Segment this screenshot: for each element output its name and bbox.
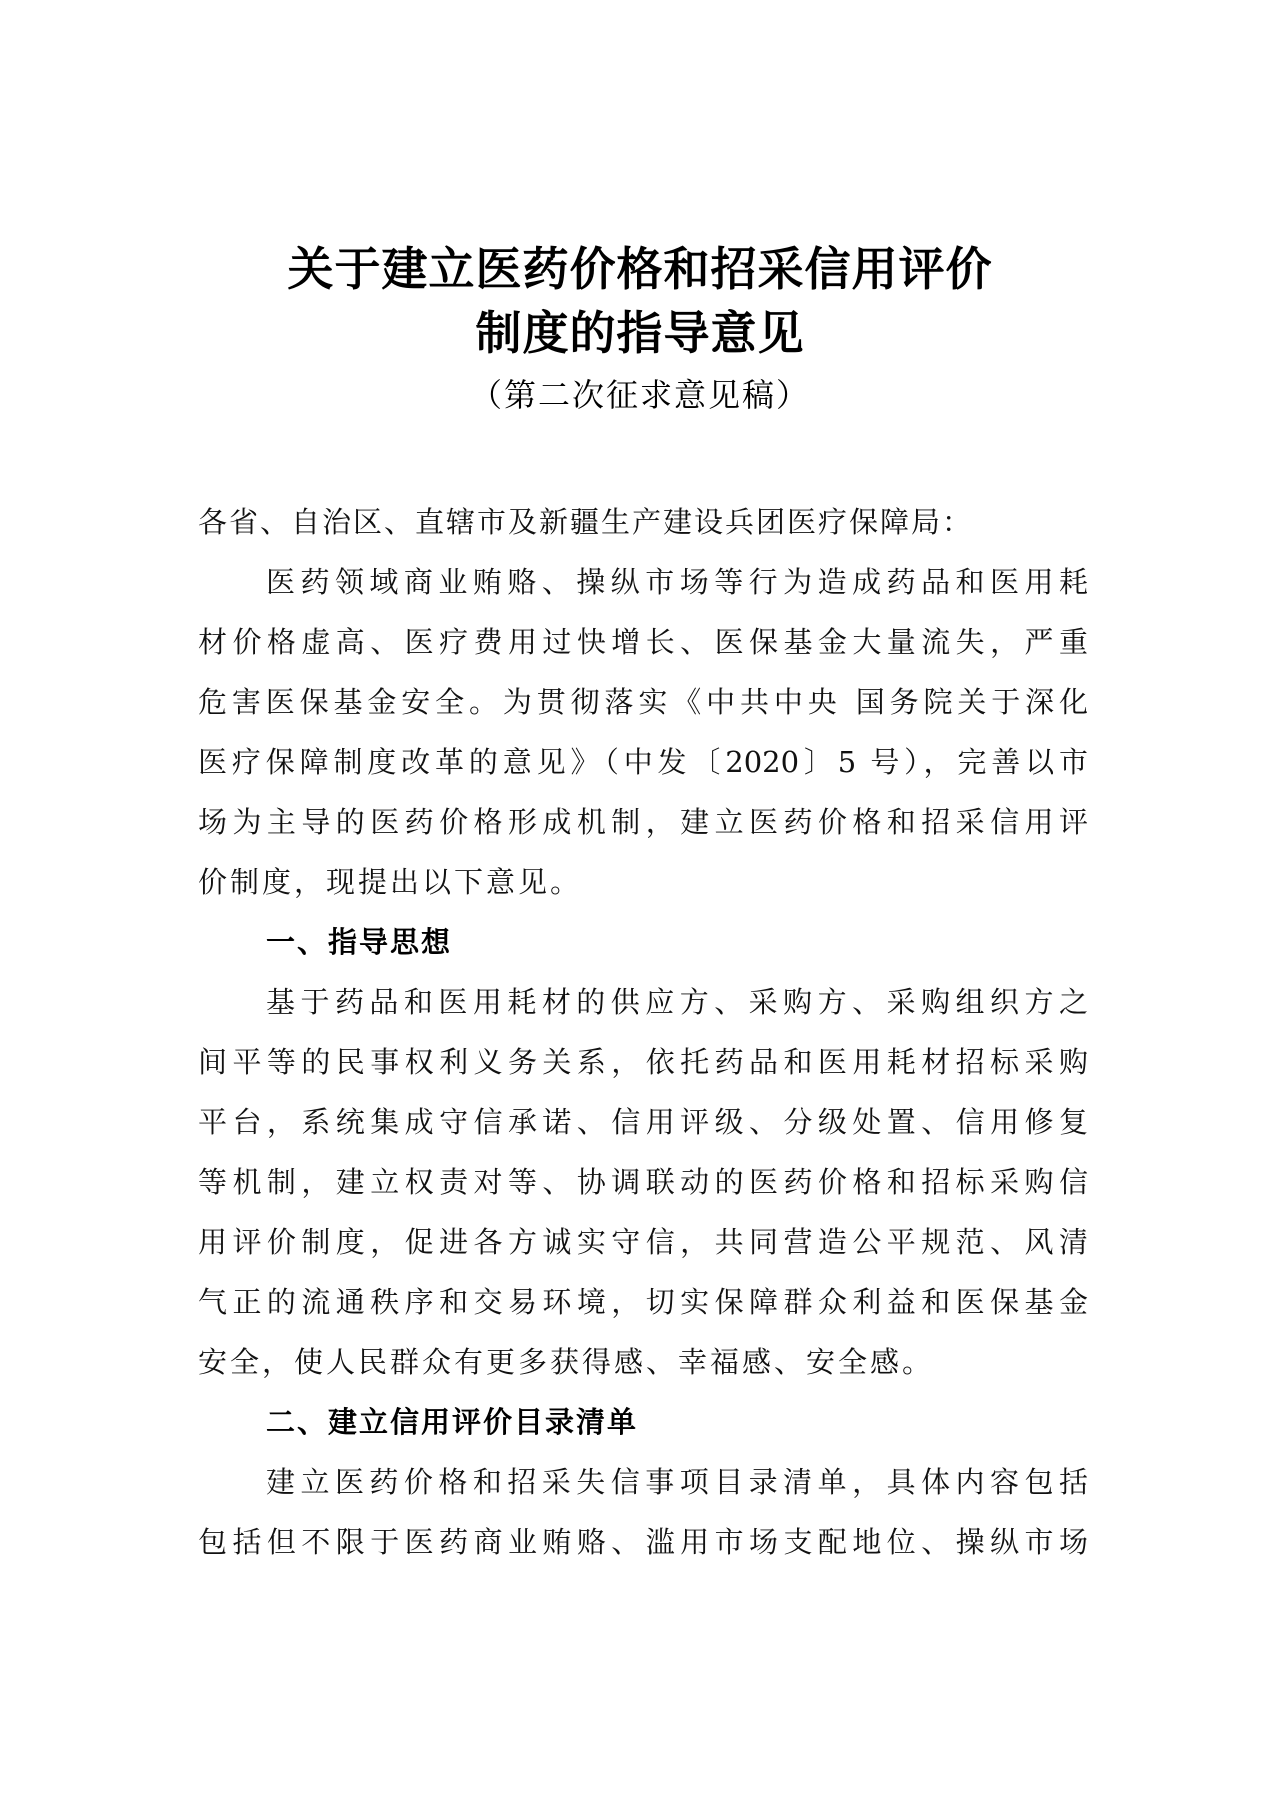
section1-paragraph-line: 平台，系统集成守信承诺、信用评级、分级处置、信用修复 — [198, 1105, 1088, 1139]
document-subtitle: （第二次征求意见稿） — [469, 376, 810, 414]
section1-paragraph-line: 间平等的民事权利义务关系，依托药品和医用耗材招标采购 — [198, 1045, 1088, 1079]
intro-paragraph-line: 医疗保障制度改革的意见》（中发〔2020〕5 号），完善以市 — [198, 745, 1088, 779]
section2-paragraph-line: 包括但不限于医药商业贿赂、滥用市场支配地位、操纵市场 — [198, 1525, 1088, 1559]
section1-paragraph-line: 等机制，建立权责对等、协调联动的医药价格和招标采购信 — [198, 1165, 1088, 1199]
intro-paragraph-line: 价制度，现提出以下意见。 — [198, 865, 583, 899]
intro-paragraph-line: 材价格虚高、医疗费用过快增长、医保基金大量流失，严重 — [198, 625, 1088, 659]
section1-paragraph-line: 气正的流通秩序和交易环境，切实保障群众利益和医保基金 — [198, 1285, 1088, 1319]
section1-paragraph-line: 用评价制度，促进各方诚实守信，共同营造公平规范、风清 — [198, 1225, 1088, 1259]
intro-paragraph-line: 医药领域商业贿赂、操纵市场等行为造成药品和医用耗 — [266, 565, 1088, 599]
intro-paragraph-line: 场为主导的医药价格形成机制，建立医药价格和招采信用评 — [198, 805, 1088, 839]
section-heading-guiding-ideology: 一、指导思想 — [266, 925, 453, 959]
section1-paragraph-line: 安全，使人民群众有更多获得感、幸福感、安全感。 — [198, 1345, 935, 1379]
addressee-line: 各省、自治区、直辖市及新疆生产建设兵团医疗保障局： — [198, 505, 974, 539]
intro-paragraph-line: 危害医保基金安全。为贯彻落实《中共中央 国务院关于深化 — [198, 685, 1088, 719]
document-title-line-2: 制度的指导意见 — [475, 306, 805, 360]
section1-paragraph-line: 基于药品和医用耗材的供应方、采购方、采购组织方之 — [266, 985, 1088, 1019]
section-heading-credit-catalog: 二、建立信用评价目录清单 — [266, 1405, 639, 1439]
section2-paragraph-line: 建立医药价格和招采失信事项目录清单，具体内容包括 — [266, 1465, 1088, 1499]
document-title-line-1: 关于建立医药价格和招采信用评价 — [287, 242, 993, 296]
